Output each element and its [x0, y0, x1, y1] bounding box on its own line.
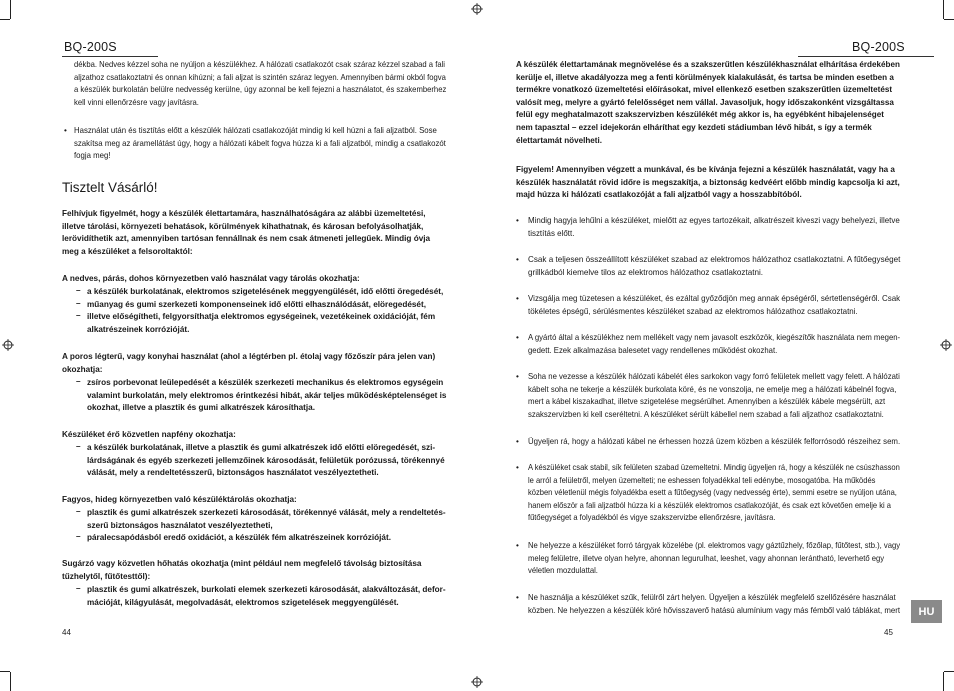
header-rule — [798, 56, 934, 57]
text-line: Mindig hagyja lehűlni a készüléket, mielőtt az egyes tartozékait, alkatrészeit kiveszi vagy behelyezi, illetve — [528, 216, 900, 225]
text-line: véletlen mozdulattal. — [528, 566, 598, 576]
bullet-item — [528, 293, 900, 318]
text-line: készülék használatát rövid időre is megszakítja, a biztonság kedvéért előbb mindig kapcsolja ki azt, — [516, 177, 900, 187]
text-line: A készüléket csak stabil, sík felületen szabad üzemeltetni. Mindig ügyeljen rá, hogy a készülék ne csúszhasson — [528, 463, 900, 472]
registration-mark-icon — [471, 676, 483, 688]
bullet-mark: • — [64, 126, 67, 135]
section-title — [62, 351, 435, 376]
bullet-item — [528, 436, 900, 449]
text-line: A poros légterű, vagy konyhai használat (ahol a légtérben pl. étolaj vagy főzőszír pára jelen van) — [62, 352, 436, 361]
text-line: hanem először a fali aljzatból húzza ki a készülék elektromos csatlakozóját, és csak ezt követően emelje ki a — [528, 500, 891, 510]
crop-mark — [943, 0, 944, 19]
crop-mark — [10, 672, 11, 691]
text-line: A gyártó által a készülékhez nem mellékelt vagy nem javasolt eszközök, kiegészítők használata nem megen- — [528, 333, 901, 342]
text-line: műanyag és gumi szerkezeti komponenseinek idő előtti elhasználódását, elöregedését, — [87, 299, 426, 309]
text-line: közben. Ne helyezzen a készülék köré hővisszaverő hatású alumínium vagy más fémből való táblákat, mert — [528, 605, 900, 615]
text-line: meleg felületre, illetve olyan helyre, ahonnan leguruIhat, leeshet, vagy ahonnan lerántható, leverhető egy — [528, 553, 885, 563]
text-line: zsíros porbevonat leülepedését a készülék szerkezeti mechanikus és elektromos egységein — [87, 378, 444, 387]
text-line: A készülék élettartamának megnövelése és a szakszerűtlen készülékhasználat elhárítása érdekében — [516, 60, 900, 69]
header-rule — [62, 56, 158, 57]
text-line: közben véletlenül mégis folyadékba esett a fűtőegység (vagy nedvesség érte), semmi esetre se nyúljon utána, — [528, 488, 897, 498]
dash-mark: – — [76, 532, 81, 542]
text-line: illetve tárolási, környezeti behatások, körülmények kihathatnak, és károsan befolyásolhatják, — [62, 221, 424, 231]
dash-mark: – — [76, 377, 81, 386]
text-line: plasztik és gumi alkatrészek szerkezeti károsodását, törékennyé válását, mely a rendeltetés- — [87, 508, 446, 517]
crop-mark — [0, 19, 10, 20]
text-line: szakszervizben ki kell cseréltetni. A készüléket sérült kábellel nem szabad a fali aljzathoz csatlakoztatni. — [528, 409, 884, 419]
text-line: Soha ne vezesse a készülék hálózati kábelét éles sarkokon vagy forró felületek mellett vagy felett. A hálózati — [528, 372, 900, 381]
text-line: Használat után és tisztítás előtt a készülék hálózati csatlakozóját mindig ki kell húzni a fali aljzatból. Sose — [74, 126, 437, 135]
text-line: Ne helyezze a készüléket forró tárgyak közelébe (pl. elektromos vagy gáztűzhely, főzőlap, fűtőtest, stb.), vagy — [528, 541, 901, 550]
text-line: a készülék burkolatának, elektromos szigetelésének meggyengülését, idő előtti öregedését, — [87, 287, 444, 296]
crop-mark — [0, 671, 10, 672]
bullet-mark: • — [516, 593, 519, 602]
dash-mark: – — [76, 298, 81, 308]
text-line: lerövidíthetik azt, amennyiben tartósan fennállnak és nem csak átmeneti jellegűek. Mindig óvja — [62, 234, 431, 244]
registration-mark-icon — [940, 339, 952, 351]
bullet-item — [528, 254, 900, 279]
text-line: mációját, kilágyulását, megolvadását, elektromos szigetelések meggyengülését. — [87, 597, 399, 607]
section-title: Készüléket érő közvetlen napfény okozhatja: — [62, 430, 236, 439]
dash-mark: – — [76, 584, 81, 593]
list-item — [87, 507, 446, 532]
page-header-model: BQ-200S — [64, 40, 117, 54]
text-line: tökéletes épségű, sérülésmentes készüléket szabad az elektromos hálózathoz csatlakoztatni. — [528, 306, 858, 316]
bullet-mark: • — [516, 216, 519, 225]
text-line: kerülje el, illetve akadályozza meg a fenti körülmények kialakulását, és tartsa be minden esetben a — [516, 72, 894, 82]
list-item — [87, 377, 446, 415]
text-line: páralecsapódásból eredő oxidációt, a készülék fém alkatrészeinek korrózióját. — [87, 533, 391, 543]
bullet-item — [528, 332, 900, 357]
text-line: nem tapasztal – ezzel idejekorán elháríthat egy kezdeti stádiumban lévő hibát, s így a termék — [516, 122, 872, 132]
text-line: tűzhelytől, fűtőtesttől): — [62, 571, 151, 581]
text-line: majd húzza ki hálózati csatlakozóját a fali aljzatból vagy a hosszabbítóból. — [516, 190, 802, 200]
section-heading: Tisztelt Vásárló! — [62, 180, 158, 195]
text-line: válását, mely a rendeltetésszerű, biztonságos használatot veszélyeztetheti. — [87, 468, 379, 478]
text-line: termékre vonatkozó üzemeltetési előírásokat, mivel ellenkező esetben szakszerűtlen üzemeltetést — [516, 85, 893, 95]
language-tab: HU — [911, 600, 942, 623]
text-line: dékba. Nedves kézzel soha ne nyúljon a készülékhez. A hálózati csatlakozót csak száraz kézzel szabad a fali — [74, 60, 446, 69]
text-line: felül egy meghatalmazott szakszervizben készülékét még akkor is, ha egyébként hibajelenséget — [516, 110, 884, 120]
list-item — [87, 584, 446, 609]
text-line: Vizsgálja meg tüzetesen a készüléket, és ezáltal győződjön meg annak épségéről, sértetlenségéről. Csak — [528, 294, 901, 303]
dash-mark: – — [76, 311, 81, 321]
text-line: meg a készüléket a felsoroltaktól: — [62, 246, 193, 256]
text-line: Figyelem! Amennyiben végzett a munkával, és be kívánja fejezni a készülék használatát, vagy ha a — [516, 165, 895, 174]
page-number: 44 — [62, 628, 71, 637]
bullet-mark: • — [516, 463, 519, 472]
dash-mark: – — [76, 286, 81, 295]
text-line: gedett. Ezek alkalmazása balesetet vagy rendellenes működést okozhat. — [528, 345, 778, 355]
text-line: kell vinni ellenőrzésre vagy javításra. — [74, 97, 199, 107]
text-line: Csak a teljesen összeállított készüléket szabad az elektromos hálózathoz csatlakoztatni. A fűtőegységet — [528, 255, 901, 264]
page-header-model: BQ-200S — [852, 40, 905, 54]
section-title — [62, 558, 421, 583]
page-number: 45 — [884, 628, 893, 637]
bullet-item — [528, 592, 900, 617]
text-line: valósít meg, melyre a gyártó felelősséget nem vállal. Javasoljuk, hogy időszakonként vizsgáltassa — [516, 97, 894, 107]
text-line: szerű biztonságos használatot veszélyeztetheti, — [87, 520, 273, 530]
bullet-mark: • — [516, 255, 519, 264]
text-line: kábelt soha ne tekerje a készülék burkolata köré, és ne vonszolja, ne emelje meg a hálózati kábelnél fogva, — [528, 384, 897, 394]
text-line: alkatrészeinek korrózióját. — [87, 324, 190, 334]
text-line: okozhatja: — [62, 364, 103, 374]
list-item — [87, 532, 391, 545]
text-line: tisztítás előtt. — [528, 228, 575, 238]
text-line: mert a kábel kiszakadhat, illetve szigetelése megsérülhet. Amennyiben a készülék kábele megsérült, azt — [528, 397, 886, 407]
text-line: fogja meg! — [74, 151, 111, 161]
registration-mark-icon — [2, 339, 14, 351]
text-line: fűtőegységet a folyadékból és vigye szakszervizbe ellenőrzésre, javításra. — [528, 513, 776, 523]
bullet-paragraph — [74, 125, 446, 163]
intro-paragraph — [74, 59, 446, 109]
registration-mark-icon — [471, 3, 483, 15]
list-item — [87, 286, 443, 299]
section-title: Fagyos, hideg környezetben való készüléktárolás okozhatja: — [62, 495, 297, 504]
section-title: A nedves, párás, dohos környezetben való használat vagy tárolás okozhatja: — [62, 274, 360, 283]
bullet-item — [528, 371, 900, 421]
bullet-item — [528, 540, 900, 578]
text-line: a készülék burkolatán belülre nedvesség kerülne, úgy azonnal be kell fejezni a használatot, és szakemberhez — [74, 85, 447, 95]
text-line: élettartamát növelheti. — [516, 135, 603, 145]
text-line: illetve előségítheti, felgyorsíthatja elektromos egységeinek, vezetékeinek oxidációját, fém — [87, 312, 436, 322]
bullet-mark: • — [516, 372, 519, 381]
text-line: valamint burkolatán, mely elektromos érintkezési hibát, akár teljes működésképtelenséget is — [87, 390, 447, 400]
crop-mark — [944, 671, 954, 672]
text-line: plasztik és gumi alkatrészek, burkolati elemek szerkezeti károsodását, alakváltozását, defor- — [87, 585, 446, 594]
warning-paragraph — [516, 59, 900, 147]
crop-mark — [943, 672, 944, 691]
text-line: lárdságának és egyéb szerkezeti jellemzőinek károsodását, felületük porózussá, törékennyé — [87, 455, 445, 465]
list-item — [87, 442, 445, 480]
dash-mark: – — [76, 507, 81, 516]
warning-paragraph — [62, 208, 430, 258]
warning-paragraph — [516, 164, 900, 202]
bullet-item — [528, 462, 900, 525]
text-line: Ne használja a készüléket szűk, felülről zárt helyen. Ügyeljen a készülék megfelelő szellőzésére használat — [528, 593, 896, 602]
text-line: Ügyeljen rá, hogy a hálózati kábel ne érhessen hozzá üzem közben a készülék felforrósodó részeihez sem. — [528, 437, 901, 446]
bullet-mark: • — [516, 541, 519, 550]
text-line: okozhat, illetve a plasztik és gumi alkatrészek károsíthatja. — [87, 403, 315, 413]
text-line: a készülék burkolatának, illetve a plasztik és gumi alkatrészek idő előtti elöregedését, szi- — [87, 443, 436, 452]
text-line: Felhívjuk figyelmét, hogy a készülék élettartamára, használhatóságára az alábbi üzemeltetési, — [62, 209, 426, 218]
text-line: grillkádból kiemelve tilos az elektromos hálózathoz csatlakoztatni. — [528, 267, 764, 277]
list-item — [87, 299, 426, 312]
bullet-mark: • — [516, 437, 519, 446]
crop-mark — [944, 19, 954, 20]
bullet-item — [528, 215, 900, 240]
crop-mark — [10, 0, 11, 19]
list-item — [87, 311, 435, 336]
dash-mark: – — [76, 442, 81, 451]
bullet-mark: • — [516, 294, 519, 303]
text-line: szakítsa meg az áramellátást úgy, hogy a hálózati kábelt fogva húzza ki a fali aljzatból, mindig a csatlakozót — [74, 138, 446, 148]
text-line: aljzathoz csatlakoztatni és onnan kihúzni; a fali aljzat is szintén száraz legyen. Amennyiben bármi okból fogva — [74, 72, 446, 82]
text-line: Sugárzó vagy közvetlen hőhatás okozhatja (mint például nem megfelelő távolság biztosítása — [62, 559, 422, 568]
text-line: le arról a felületről, melyen üzemelteti; ne eshessen folyadékkal teli edénybe, mosogatóba. Ha működés — [528, 475, 876, 485]
bullet-mark: • — [516, 333, 519, 342]
